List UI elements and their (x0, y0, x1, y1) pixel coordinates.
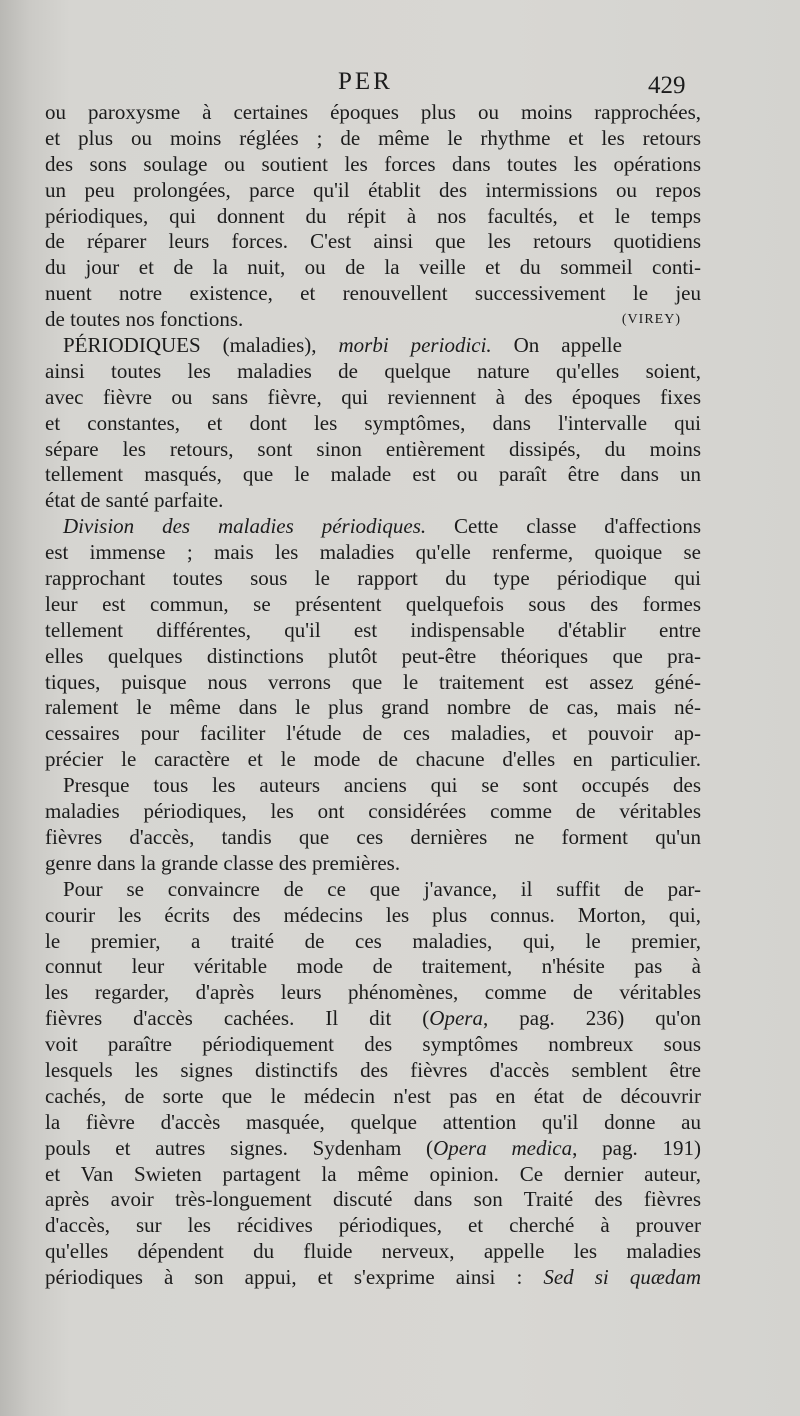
text-line: du jour et de la nuit, ou de la veille et du sommeil conti- (45, 255, 701, 280)
text-line: cessaires pour faciliter l'étude de ces maladies, et pouvoir ap- (45, 721, 701, 746)
page-header (0, 62, 800, 102)
citation-line (45, 1006, 701, 1032)
text-fragment: , pag. 236) qu'on (482, 1006, 702, 1031)
text-line: et plus ou moins réglées ; de même le rhythme et les retours (45, 125, 701, 150)
latin-quote: Sed si quædam (543, 1265, 701, 1290)
cited-work: Opera (429, 1006, 483, 1031)
text-line: et Van Swieten partagent la même opinion. Ce dernier auteur, (45, 1161, 701, 1186)
text-line: cachés, de sorte que le médecin n'est pas en état de découvrir (45, 1083, 701, 1108)
text-line: et constantes, et dont les symptômes, dans l'intervalle qui (45, 410, 701, 435)
text-line: après avoir très-longuement discuté dans son Traité des fièvres (45, 1187, 701, 1212)
entry-heading-line (45, 333, 701, 359)
latin-term: morbi periodici. (338, 333, 492, 358)
text-line: état de santé parfaite. (45, 488, 224, 513)
text-line: qu'elles dépendent du fluide nerveux, appelle les maladies (45, 1239, 701, 1264)
text-body (45, 100, 701, 1291)
text-line: ralement le même dans le plus grand nombre de cas, mais né- (45, 695, 701, 720)
text-line: elles quelques distinctions plutôt peut-être théoriques que pra- (45, 643, 701, 668)
author-signature: (VIREY) (621, 312, 681, 328)
text-line: rapprochant toutes sous le rapport du type périodique qui (45, 566, 701, 591)
text-line: voit paraître périodiquement des symptômes nombreux sous (45, 1032, 701, 1057)
section-title: Division des maladies périodiques. (63, 514, 427, 539)
text-fragment: , pag. 191) (572, 1135, 701, 1160)
text-fragment: périodiques à son appui, et s'exprime ainsi : (45, 1265, 523, 1290)
text-line: tellement masqués, que le malade est ou paraît être dans un (45, 462, 701, 487)
text-line: lesquels les signes distinctifs des fièvres d'accès semblent être (45, 1057, 701, 1082)
text-line: la fièvre d'accès masquée, quelque attention qu'il donne au (45, 1109, 701, 1134)
text-line: fièvres d'accès, tandis que ces dernières ne forment qu'un (45, 824, 701, 849)
cited-work: Opera medica (433, 1135, 573, 1160)
citation-line (45, 1136, 701, 1162)
text-line: tiques, puisque nous verrons que le traitement est assez géné- (45, 669, 701, 694)
text-line: de réparer leurs forces. C'est ainsi que les retours quotidiens (45, 229, 701, 254)
text-line: sépare les retours, sont sinon entièrement dissipés, du moins (45, 436, 701, 461)
text-line: connut leur véritable mode de traitement, n'hésite pas à (45, 954, 701, 979)
text-line: tellement différentes, qu'il est indispensable d'établir entre (45, 617, 701, 642)
text-line: ainsi toutes les maladies de quelque nature qu'elles soient, (45, 358, 701, 383)
text-line: périodiques, qui donnent du répit à nos facultés, et le temps (45, 203, 701, 228)
text-line: les regarder, d'après leurs phénomènes, comme de véritables (45, 980, 701, 1005)
text-line: un peu prolongées, parce qu'il établit des intermissions ou repos (45, 177, 701, 202)
text-line: le premier, a traité de ces maladies, qui, le premier, (45, 928, 701, 953)
text-line: précier le caractère et le mode de chacune d'elles en particulier. (45, 747, 701, 772)
text-line: courir les écrits des médecins les plus connus. Morton, qui, (45, 902, 701, 927)
text-line: avec fièvre ou sans fièvre, qui reviennent à des époques fixes (45, 384, 701, 409)
text-fragment: On appelle (491, 333, 622, 358)
text-line: Presque tous les auteurs anciens qui se sont occupés des (63, 773, 701, 798)
text-line-with-signature (45, 307, 701, 333)
text-line: nuent notre existence, et renouvellent successivement le jeu (45, 281, 701, 306)
text-line: d'accès, sur les récidives périodiques, et cherché à prouver (45, 1213, 701, 1238)
text-line: Pour se convaincre de ce que j'avance, il suffit de par- (63, 876, 701, 901)
text-line: genre dans la grande classe des premières. (45, 850, 401, 875)
running-head: PER (338, 68, 393, 95)
text-line: maladies périodiques, les ont considérées comme de véritables (45, 799, 701, 824)
text-fragment: pouls et autres signes. Sydenham ( (45, 1135, 434, 1160)
text-line: des sons soulage ou soutient les forces dans toutes les opérations (45, 151, 701, 176)
text-line: ou paroxysme à certaines époques plus ou moins rapprochées, (45, 100, 701, 124)
text-line: leur est commun, se présentent quelquefois sous des formes (45, 591, 701, 616)
page-number: 429 (648, 72, 686, 99)
text-fragment: fièvres d'accès cachées. Il dit ( (45, 1006, 430, 1031)
section-heading-line (45, 514, 701, 540)
text-fragment: Cette classe d'affections (426, 514, 702, 539)
entry-headword: PÉRIODIQUES (maladies), (63, 333, 317, 358)
text-fragment: de toutes nos fonctions. (45, 307, 244, 332)
quote-line (45, 1265, 701, 1291)
text-line: est immense ; mais les maladies qu'elle renferme, quoique se (45, 540, 701, 565)
